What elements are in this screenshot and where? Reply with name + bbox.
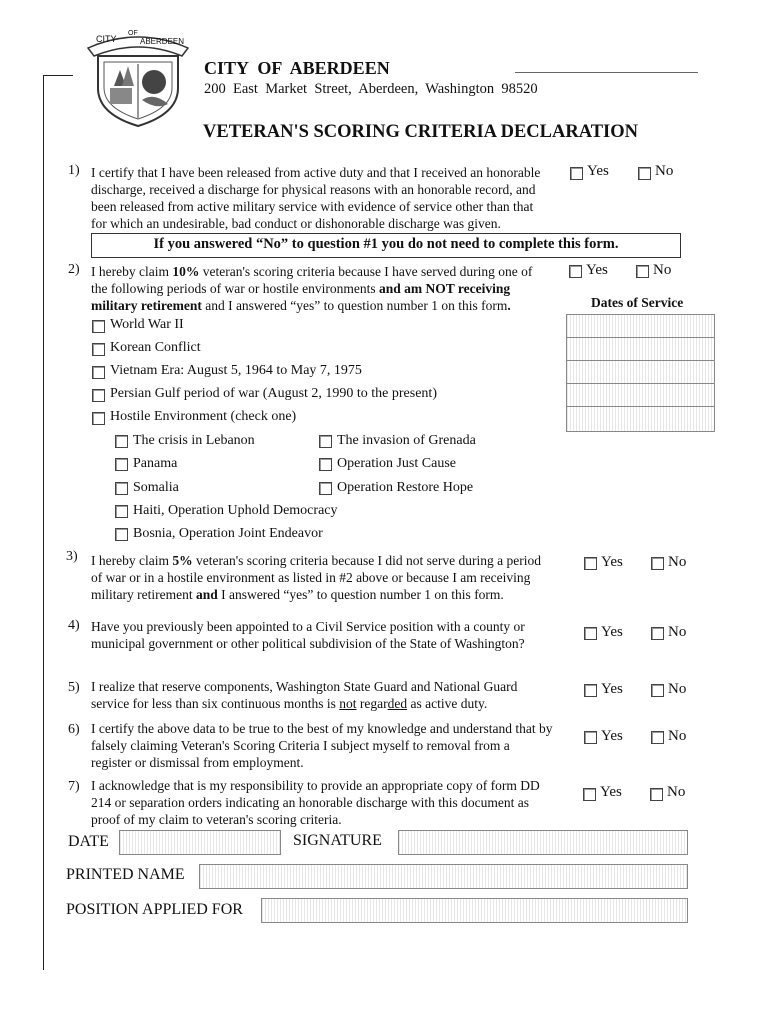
somalia-label: Somalia <box>133 480 179 495</box>
somalia-checkbox[interactable] <box>115 482 128 495</box>
seal-text-aberdeen: ABERDEEN <box>140 37 185 46</box>
date-label: DATE <box>68 833 109 850</box>
q7-text <box>91 777 571 828</box>
ww2-label: World War II <box>110 317 184 332</box>
signature-label: SIGNATURE <box>293 832 382 849</box>
restore-hope-checkbox[interactable] <box>319 482 332 495</box>
margin-tick <box>43 75 73 76</box>
q3-text-part: I answered “yes” to question number 1 on this form. <box>217 587 504 602</box>
q7-number: 7) <box>68 779 80 794</box>
q5-underline: not <box>339 696 357 711</box>
grenada-label: The invasion of Grenada <box>337 433 476 448</box>
q2-number: 2) <box>68 262 80 277</box>
q2-emphasis: and am NOT receiving <box>378 281 511 296</box>
q3-text-part: I hereby claim <box>91 553 173 568</box>
q3-text-part: veteran's scoring criteria because I did not serve during a period <box>192 553 542 568</box>
q6-number: 6) <box>68 722 80 737</box>
haiti-checkbox[interactable] <box>115 505 128 518</box>
seal-text-city: CITY <box>96 34 117 44</box>
q5-text-part: as active duty. <box>407 696 488 711</box>
korean-label: Korean Conflict <box>110 340 201 355</box>
q3-yes-label: Yes <box>601 554 623 570</box>
q7-line: I acknowledge that is my responsibility to provide an appropriate copy of form DD <box>91 778 540 793</box>
q3-text-part: military retirement <box>91 587 196 602</box>
panama-label: Panama <box>133 456 178 471</box>
printed-name-field[interactable] <box>199 864 688 889</box>
grenada-checkbox[interactable] <box>319 435 332 448</box>
q1-no-label: No <box>655 163 674 179</box>
q6-text <box>91 720 581 771</box>
korean-dates-field[interactable] <box>566 337 715 361</box>
q5-yes-label: Yes <box>601 681 623 697</box>
q1-line: discharge, received a discharge for physical reasons with an honorable record, and <box>91 182 536 197</box>
q6-no-label: No <box>668 728 687 744</box>
city-seal <box>86 26 190 130</box>
vietnam-label: Vietnam Era: August 5, 1964 to May 7, 1975 <box>110 363 362 378</box>
city-address: 200 East Market Street, Aberdeen, Washington 98520 <box>204 81 538 97</box>
q1-line: for which an undesirable, bad conduct or dishonorable discharge was given. <box>91 216 501 231</box>
vietnam-checkbox[interactable] <box>92 366 105 379</box>
just-cause-label: Operation Just Cause <box>337 456 456 471</box>
q4-line: municipal government or other political subdivision of the State of Washington? <box>91 636 525 651</box>
hostile-label: Hostile Environment (check one) <box>110 409 297 424</box>
q3-yes-checkbox[interactable] <box>584 557 597 570</box>
q2-text-part: veteran's scoring criteria because I have served during one of <box>199 264 533 279</box>
gulf-dates-field[interactable] <box>566 383 715 407</box>
q5-no-checkbox[interactable] <box>651 684 664 697</box>
q5-text <box>91 678 571 712</box>
dates-of-service-header: Dates of Service <box>591 295 684 310</box>
panama-checkbox[interactable] <box>115 458 128 471</box>
q1-line: I certify that I have been released from active duty and that I received an honorable <box>91 165 541 180</box>
q2-yes-label: Yes <box>586 262 608 278</box>
q3-no-checkbox[interactable] <box>651 557 664 570</box>
q6-line: I certify the above data to be true to the best of my knowledge and understand that by <box>91 721 553 736</box>
q1-line: been released from active military service with evidence of service other than that <box>91 199 534 214</box>
ww2-checkbox[interactable] <box>92 320 105 333</box>
q4-yes-label: Yes <box>601 624 623 640</box>
q6-line: falsely claiming Veteran's Scoring Criteria I subject myself to removal from a <box>91 738 510 753</box>
lebanon-label: The crisis in Lebanon <box>133 433 255 448</box>
q2-emphasis: military retirement <box>91 298 202 313</box>
q3-text <box>91 552 571 603</box>
korean-checkbox[interactable] <box>92 343 105 356</box>
q5-line: I realize that reserve components, Washington State Guard and National Guard <box>91 679 518 694</box>
bosnia-checkbox[interactable] <box>115 528 128 541</box>
q1-yes-label: Yes <box>587 163 609 179</box>
q1-no-checkbox[interactable] <box>638 167 651 180</box>
q7-no-checkbox[interactable] <box>650 788 663 801</box>
position-field[interactable] <box>261 898 688 923</box>
haiti-label: Haiti, Operation Uphold Democracy <box>133 503 338 518</box>
q4-no-checkbox[interactable] <box>651 627 664 640</box>
q7-line: 214 or separation orders indicating an honorable discharge with this document as <box>91 795 530 810</box>
q2-percent: 10% <box>172 264 200 279</box>
q1-yes-checkbox[interactable] <box>570 167 583 180</box>
q2-text <box>91 263 561 314</box>
signature-field[interactable] <box>398 830 688 855</box>
lebanon-checkbox[interactable] <box>115 435 128 448</box>
q2-text-part: I hereby claim <box>91 264 173 279</box>
q4-yes-checkbox[interactable] <box>584 627 597 640</box>
q7-no-label: No <box>667 784 686 800</box>
city-name: CITY OF ABERDEEN <box>204 58 390 78</box>
just-cause-checkbox[interactable] <box>319 458 332 471</box>
q2-yes-checkbox[interactable] <box>569 265 582 278</box>
q3-number: 3) <box>66 549 78 564</box>
bosnia-label: Bosnia, Operation Joint Endeavor <box>133 526 323 541</box>
q7-yes-checkbox[interactable] <box>583 788 596 801</box>
q3-no-label: No <box>668 554 687 570</box>
q2-no-label: No <box>653 262 672 278</box>
q1-number: 1) <box>68 163 80 178</box>
q5-number: 5) <box>68 680 80 695</box>
q1-text <box>91 164 561 232</box>
q4-number: 4) <box>68 618 80 633</box>
q2-no-checkbox[interactable] <box>636 265 649 278</box>
q5-no-label: No <box>668 681 687 697</box>
restore-hope-label: Operation Restore Hope <box>337 480 474 495</box>
q4-line: Have you previously been appointed to a Civil Service position with a county or <box>91 619 525 634</box>
hostile-dates-field[interactable] <box>566 406 715 432</box>
printed-name-label: PRINTED NAME <box>66 866 185 883</box>
gulf-label: Persian Gulf period of war (August 2, 1990 to the present) <box>110 386 437 401</box>
q2-text-part: the following periods of war or hostile environments <box>91 281 379 296</box>
vietnam-dates-field[interactable] <box>566 360 715 384</box>
q5-text-part: service for less than six continuous months is <box>91 696 340 711</box>
q3-line: of war or in a hostile environment as listed in #2 above or because I am receiving <box>91 570 531 585</box>
form-title: VETERAN'S SCORING CRITERIA DECLARATION <box>203 122 639 142</box>
hostile-checkbox[interactable] <box>92 412 105 425</box>
position-label: POSITION APPLIED FOR <box>66 901 243 918</box>
ww2-dates-field[interactable] <box>566 314 715 338</box>
margin-rule <box>43 75 44 970</box>
q5-text-part: regar <box>356 696 388 711</box>
q5-yes-checkbox[interactable] <box>584 684 597 697</box>
q4-text <box>91 618 571 652</box>
q2-text-part: and I answered “yes” to question number 1 on this form <box>201 298 508 313</box>
q7-line: proof of my claim to veteran's scoring criteria. <box>91 812 342 827</box>
q6-no-checkbox[interactable] <box>651 731 664 744</box>
q6-yes-checkbox[interactable] <box>584 731 597 744</box>
gulf-checkbox[interactable] <box>92 389 105 402</box>
q4-no-label: No <box>668 624 687 640</box>
date-field[interactable] <box>119 830 281 855</box>
q6-line: register or dismissal from employment. <box>91 755 304 770</box>
q1-notice-text: If you answered “No” to question #1 you do not need to complete this form. <box>153 236 619 252</box>
top-right-rule <box>515 72 698 73</box>
seal-text-of: OF <box>128 30 138 37</box>
q3-emphasis: and <box>195 587 218 602</box>
q3-percent: 5% <box>172 553 193 568</box>
q7-yes-label: Yes <box>600 784 622 800</box>
q6-yes-label: Yes <box>601 728 623 744</box>
q2-text-part: . <box>507 298 511 313</box>
q5-underline: ded <box>387 696 408 711</box>
